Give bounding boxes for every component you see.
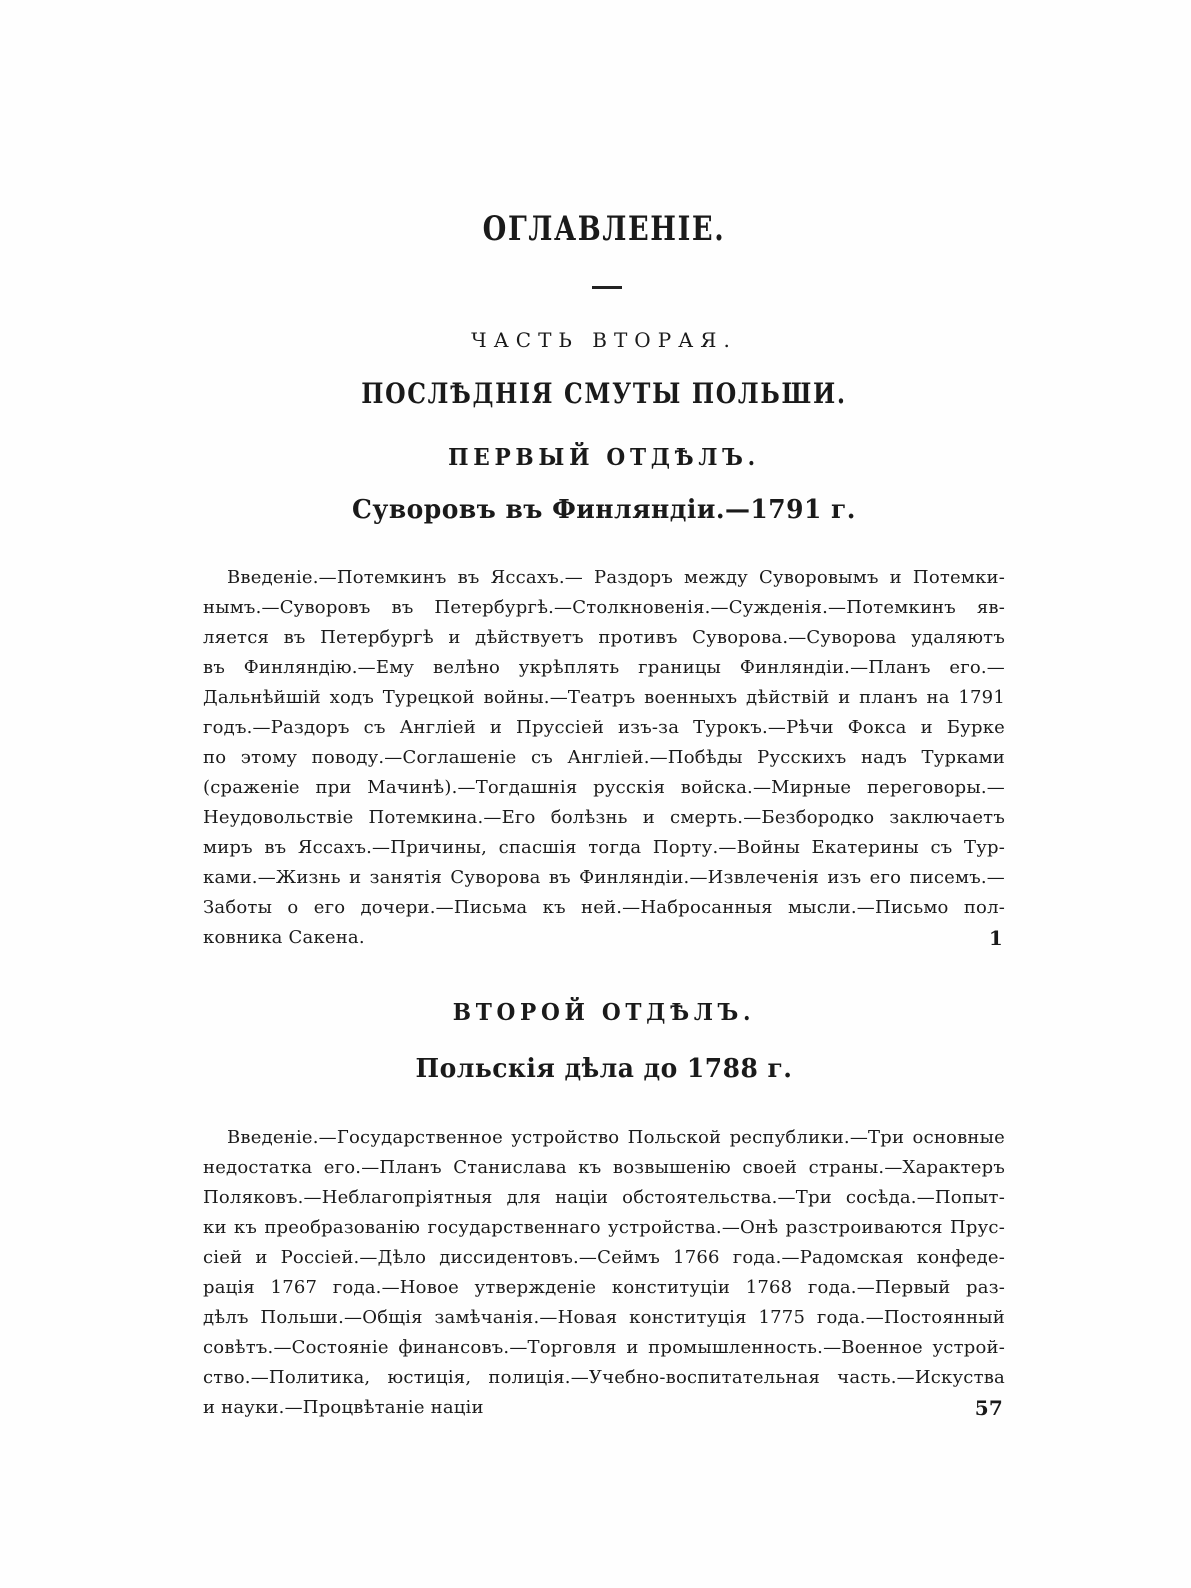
toc-line: ковника Сакена. [203, 927, 365, 948]
toc-line: совѣтъ.—Состояніе финансовъ.—Торговля и промышленность.—Военное устрой- [203, 1337, 1005, 1358]
toc-line: рація 1767 года.—Новое утвержденіе конституціи 1768 года.—Первый раз- [203, 1277, 1005, 1298]
toc-line: сіей и Россіей.—Дѣло диссидентовъ.—Сеймъ 1766 года.—Радомская конфеде- [203, 1247, 1005, 1268]
page-title: ОГЛАВЛЕНІЕ. [482, 208, 726, 249]
part-title: ПОСЛѢДНІЯ СМУТЫ ПОЛЬШИ. [361, 377, 847, 410]
toc-line: ляется въ Петербургѣ и дѣйствуетъ противъ Суворова.—Суворова удаляютъ [203, 627, 1005, 648]
toc-line: по этому поводу.—Соглашеніе съ Англіей.—Побѣды Русскихъ надъ Турками [203, 747, 1005, 768]
toc-line: годъ.—Раздоръ съ Англіей и Пруссіей изъ-за Турокъ.—Рѣчи Фокса и Бурке [203, 717, 1005, 738]
toc-line: дѣлъ Польши.—Общія замѣчанія.—Новая конституція 1775 года.—Постоянный [203, 1307, 1005, 1328]
toc-line: Введеніе.—Потемкинъ въ Яссахъ.— Раздоръ между Суворовымъ и Потемки- [227, 567, 1005, 588]
toc-line: ками.—Жизнь и занятія Суворова въ Финляндіи.—Извлеченія изъ его писемъ.— [203, 867, 1005, 888]
divider-rule [592, 286, 622, 289]
toc-line: и науки.—Процвѣтаніе націи [203, 1397, 484, 1418]
part-label: ЧАСТЬ ВТОРАЯ. [471, 328, 737, 352]
toc-line: (сраженіе при Мачинѣ).—Тогдашнія русскія войска.—Мирные переговоры.— [203, 777, 1005, 798]
toc-line: нымъ.—Суворовъ въ Петербургѣ.—Столкновенія.—Сужденія.—Потемкинъ яв- [203, 597, 1005, 618]
toc-line: Неудовольствіе Потемкина.—Его болѣзнь и смерть.—Безбородко заключаетъ [203, 807, 1005, 828]
toc-line: въ Финляндію.—Ему велѣно укрѣплять границы Финляндіи.—Планъ его.— [203, 657, 1005, 678]
section-2-heading: ВТОРОЙ ОТДѢЛЪ. [452, 999, 756, 1026]
toc-line: Дальнѣйшій ходъ Турецкой войны.—Театръ военныхъ дѣйствій и планъ на 1791 [203, 687, 1005, 708]
toc-line: миръ въ Яссахъ.—Причины, спасшія тогда Порту.—Войны Екатерины съ Тур- [203, 837, 1005, 858]
toc-line: ство.—Политика, юстиція, полиція.—Учебно-воспитательная часть.—Искуства [203, 1367, 1005, 1388]
toc-line: Заботы о его дочери.—Письма къ ней.—Набросанныя мысли.—Письмо пол- [203, 897, 1005, 918]
section-1-heading: ПЕРВЫЙ ОТДѢЛЪ. [448, 444, 760, 471]
section-1-subtitle: Суворовъ въ Финляндіи.—1791 г. [352, 495, 856, 525]
section-2-subtitle: Польскія дѣла до 1788 г. [415, 1054, 793, 1084]
toc-line: ки къ преобразованію государственнаго устройства.—Онѣ разстроиваются Прус- [203, 1217, 1005, 1238]
toc-line: Введеніе.—Государственное устройство Польской республики.—Три основные [227, 1127, 1005, 1148]
section-2-page-number: 57 [974, 1396, 1003, 1420]
section-1-summary [203, 563, 1005, 953]
section-2-summary [203, 1123, 1005, 1423]
toc-line: недостатка его.—Планъ Станислава къ возвышенію своей страны.—Характеръ [203, 1157, 1005, 1178]
toc-line: Поляковъ.—Неблагопріятныя для націи обстоятельства.—Три сосѣда.—Попыт- [203, 1187, 1005, 1208]
section-1-page-number: 1 [988, 926, 1003, 950]
